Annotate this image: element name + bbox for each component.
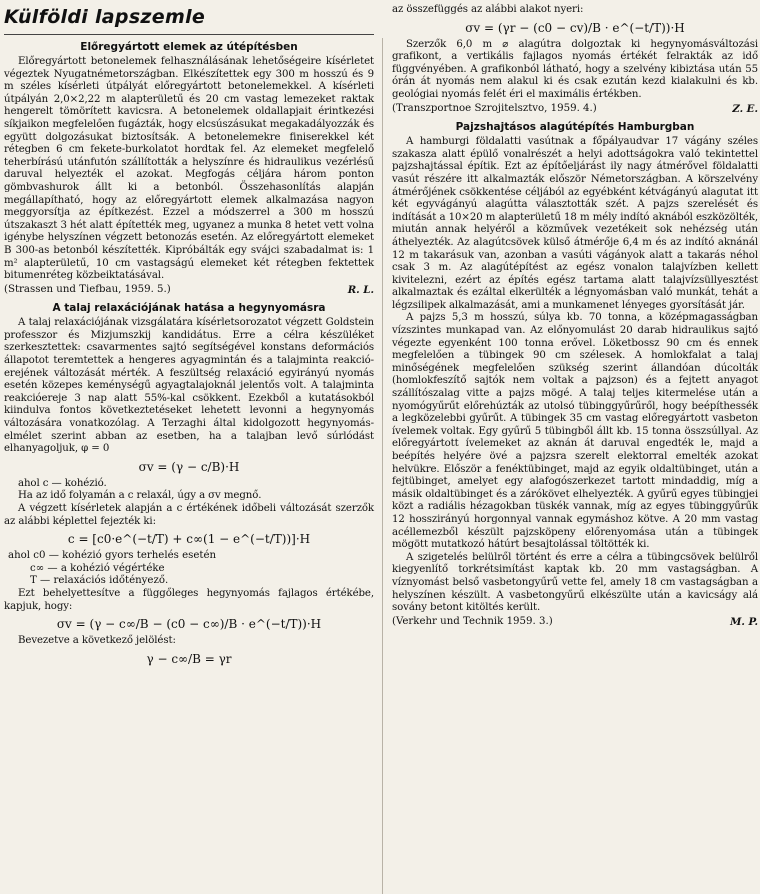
article2-body1: A talaj relaxációjának vizsgálatára kísérletsorozatot végzett Goldstein professzor és Mizjumszkij kandidátus. Erre a célra készüléket szerkesztettek: csavarmentes sajtó segítségével konstans deformációs állapotot teremtettek a hengeres agyagmintán és a talajminta reakció-erejének változását mérték. A feszültség relaxáció egyirányú nyomás esetén közepes keménységű agyagtalajoknál jelentős volt. A talajminta reakcióereje 3 nap alatt 55%-kal csökkent. Ezekből a kutatásokból kiindulva fontos következtetéseket lehetett levonni a hegynyomás változására vonatkozólag. A Terzaghi által kidolgozott hegynyomás-elmélet szerint abban az esetben, ha a talajban levő súrlódást elhanyagoljuk, φ = 0 (4, 317, 374, 455)
article2-initials: Z. E. (732, 102, 758, 115)
article3-source: (Verkehr und Technik 1959. 3.) (392, 615, 553, 627)
article2-body3: Ha az idő folyamán a c relaxál, úgy a σv megnő. (18, 490, 262, 502)
article2-body5: Ezt behelyettesítve a függőleges hegynyomás fajlagos értékébe, kapjuk, hogy: (4, 587, 374, 612)
article3-source-line (392, 616, 758, 629)
left-column (4, 4, 374, 670)
article2-title: A talaj relaxációjának hatása a hegynyomásra (52, 302, 326, 315)
article2-body8: Szerzők 6,0 m ⌀ alagútra dolgoztak ki hegynyomásváltozási grafikont, a vertikális fajlagos nyomás értékét felrakták az idő függvényében. A grafikonból látható, hogy a szelvény kibiztása után 55 órán át nyomás nem alakul ki és csak ezután kezd kialakulni és kb. geológiai nyomás felét éri el maximális értékben. (392, 38, 758, 100)
article1-title: Előregyártott elemek az útépítésben (80, 41, 298, 53)
formula3: σv = (γ − c∞/B − (c0 − c∞)/B · e^(−t/T))·H (56, 617, 322, 632)
definition-t: T — relaxációs időtényező. (30, 575, 169, 587)
article3-body1: A hamburgi földalatti vasútnak a főpályaudvar 17 vágány széles szakasza alatt épülő vonalrészét a helyi adottságokra való tekintettel pajzshajtással építik. Ezt az építőeljárást ily nagy átmérővel földalatti vasút részére itt alkalmazták először Németországban. A körszelvény átmérőjének csökkentése céljából az egyébként kétvágányú alagutat itt két egyvágányú alagútta választották szét. A pajzs szerelését és indítását a 10×20 m alapterületű 18 m mély indító aknából eszközölték, miután annak helyéről a közművek vezetékeit sok nehézség után áthelyezték. Az alagútcsövek külső átmérője 6,4 m és az indító aknánál 12 m takarásuk van, azonban a vasúti vágányok alatt a takarás néhol csak 3 m. Az alagútépítést az egész vonalon talajvízben kellett kivitelezni, ezért az építés egész tartama alatt talajvízsüllyesztést alkalmaztak és ezáltal elkerülték a légnyomásban való munkát, tehát a légzsilipek alkalmazását, ami a munkamenet lényeges gyorsítását jár. (392, 136, 758, 311)
article1-initials: R. L. (347, 283, 374, 296)
article1-source: (Strassen und Tiefbau, 1959. 5.) (4, 283, 171, 295)
article3-body3: A szigetelés belülről történt és erre a célra a tübingcsövek belülről kiegyenlítő torkrétsimítást kaptak kb. 20 mm vastagságban. A víznyomást belső vasbetongyűrű vette fel, amely 18 cm vastagságban a helyszínen készült. A vasbetongyűrű elkészülte után a kavicságy alá sovány betont kitöltés került. (392, 551, 758, 614)
article1-source-line (4, 284, 374, 297)
section-title: Külföldi lapszemle (4, 6, 206, 28)
article2-source-line (392, 103, 758, 116)
definition-cinf: c∞ — a kohézió végértéke (30, 562, 165, 574)
article2-body6: Bevezetve a következő jelölést: (18, 635, 176, 647)
article2-body7: az összefüggés az alábbi alakot nyeri: (392, 4, 584, 15)
article3-title: Pajzshajtásos alagútépítés Hamburgban (455, 121, 695, 134)
formula5: σv = (γr − (c0 − cv)/B · e^(−t/T))·H (465, 20, 685, 35)
article3-body2: A pajzs 5,3 m hosszú, súlya kb. 70 tonna, a középmagasságban vízszintes munkapad van. Az előnyomulást 20 darab hidraulikus sajtó végezte egyenként 100 tonna erővel. Löketbossz 90 cm és ennek megfelelően a tübingek 90 cm szélesek. A homlokfalat a talaj minőségének megfelelően szükség szerint állandóan dúcolták (homlokfeszítő sajtók nem voltak a pajzson) és a fejtett anyagot szállítószalag vitte a pajzs mögé. A talaj teljes kitermelése után a nyomógyűrűt előrehúzták az utolsó tübinggyűrűről, hogy beépíthessék a legközelebbi gyűrűt. A tübingek 35 cm vastag előregyártott vasbeton ívelemek voltak. Egy gyűrű 5 tübingből állt kb. 15 tonna összsúllyal. Az előregyártott ívelemeket az aknán át daruval engedték le, majd a beépítés helyére övé a pajzsra szerelt elektorral emelték azokat helvükre. Először a fenéktübinget, majd az egyik oldaltübinget, után a fejtübinget, amelyet egy alafogószerkezet tartott mindaddig, míg a másik oldaltübinget és a zárókövet elhelyezték. A gyűrű egyes tübingjei közt a radiális hézagokban tüskék vannak, míg az egyes tübinggyűrűk 12 hosszirányú horgonnyal vannak egymáshoz kötve. A 20 mm vastag acéllemezből készült pajzsköpeny előrenyomása után a tübingek mögött mutatkozó hátúrt besajtolással töltötték ki. (392, 312, 758, 551)
article2-body4: A végzett kísérletek alapján a c értékének időbeli változását szerzők az alábbi képlettel fejezték ki: (4, 503, 374, 527)
definitions (8, 550, 374, 588)
formula4: γ − c∞/B = γr (146, 651, 232, 666)
formula1: σv = (γ − c/B)·H (138, 459, 240, 474)
article2-body2: ahol c — kohézió. (18, 477, 107, 489)
right-column (392, 4, 758, 631)
article2-source: (Transzportnoe Szrojitelsztvo, 1959. 4.) (392, 102, 597, 114)
article3-initials: M. P. (730, 615, 758, 628)
article1-body: Előregyártott betonelemek felhasználásának lehetőségeire kísérletet végeztek Nyugatnémetországban. Elkészítettek egy 300 m hosszú és 9 m széles kísérleti útpályát előregyártott betonelemekkel. A kísérleti útpályán 2,0×2,22 m alapterületű és 20 cm vastag lemezeket raktak hengerelt tömörített kavicsra. A betonelemek oldallapjait érintkezési síkjaikon megfelelően fugázták, hogy elcsúszásukat megakadályozzák és együtt dolgozásukat biztosítsák. A betonelemekre finiserekkel két rétegben 6 cm fekete-burkolatot hordtak fel. Az elemeket megfelelő teherbírású utánfutón szállították a helyszínre és hidraulikus vezérlésű daruval helyezték el azokat. Megfogás céljára három ponton gömbvashurok állt ki a betonból. Összehasonlítás alapján megállapítható, hogy az előregyártott elemek alkalmazása nagyon meggyorsítja az építkezést. Ezzel a módszerrel a 300 m hosszú útszakaszt 3 hét alatt építették meg, ugyanez a munka 8 hetet vett volna igénybe helyszínen végzett betonozás esetén. Az előregyártott elemeket B 300-as betonból készítették. Kipróbálták egy svájci szabadalmat is: 1 m² alapterületű, 10 cm vastagságú elemeket két rétegben fektettek bitumenréteg közbeiktatásával. (4, 56, 374, 282)
definition-c0: ahol c0 — kohézió gyors terhelés esetén (8, 550, 217, 562)
formula2: c = [c0·e^(−t/T) + c∞(1 − e^(−t/T))]·H (67, 532, 311, 547)
column-divider (382, 38, 383, 894)
title-rule (4, 34, 374, 35)
